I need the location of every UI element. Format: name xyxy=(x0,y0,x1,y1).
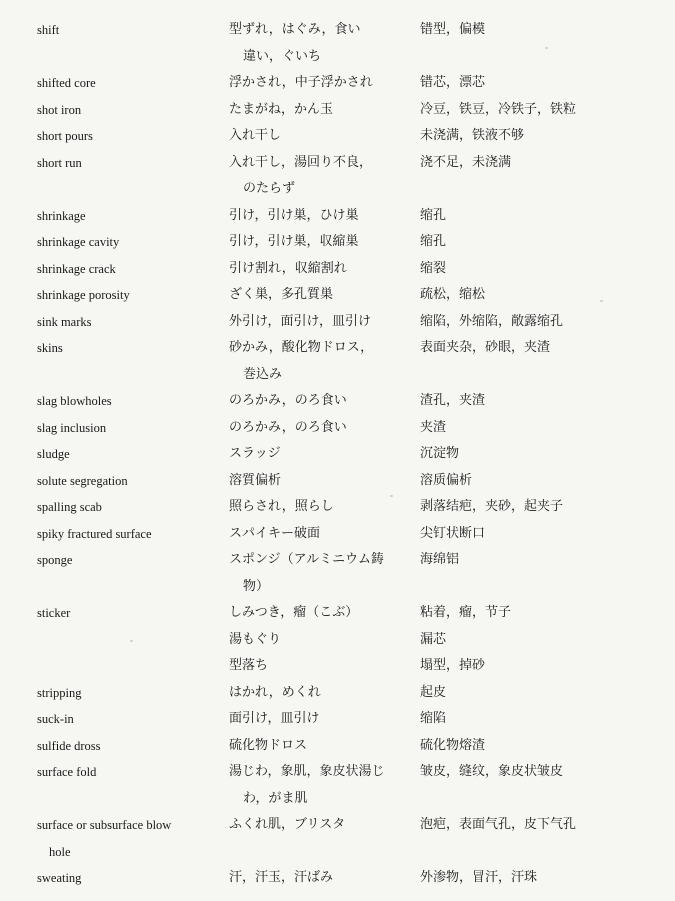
scan-speck xyxy=(130,640,133,642)
english-term-text: sweating xyxy=(37,871,82,885)
japanese-term xyxy=(229,97,394,124)
japanese-term xyxy=(229,733,394,760)
english-term xyxy=(37,865,227,892)
chinese-term: 塌型，掉砂 xyxy=(420,658,486,673)
english-term-text: suck-in xyxy=(37,712,74,726)
english-term-text: spalling scab xyxy=(37,500,102,514)
english-term xyxy=(37,680,227,707)
english-term xyxy=(37,468,227,495)
english-term xyxy=(37,547,227,574)
japanese-term-continuation: のたらず xyxy=(243,181,296,196)
english-term-text: shifted core xyxy=(37,76,96,90)
japanese-term-text: 湯もぐり xyxy=(229,631,282,647)
english-term-text: sticker xyxy=(37,606,71,620)
japanese-term xyxy=(229,865,394,892)
japanese-term-text: 砂かみ，酸化物ドロス， xyxy=(229,340,374,355)
japanese-term-text: 引け割れ，収縮割れ xyxy=(229,260,347,276)
japanese-term-text: しみつき，瘤（こぶ） xyxy=(229,605,359,620)
english-term xyxy=(37,812,227,865)
english-term xyxy=(37,415,227,442)
chinese-term: 缩陷 xyxy=(420,711,447,726)
japanese-term-text: はかれ，めくれ xyxy=(229,684,321,700)
chinese-term: 缩孔 xyxy=(420,234,447,249)
japanese-term-text: スラッジ xyxy=(229,446,281,461)
chinese-term: 沉淀物 xyxy=(420,446,460,461)
english-term xyxy=(37,97,227,124)
japanese-term-continuation: 違い，ぐいち xyxy=(243,48,322,64)
chinese-term: 缩孔 xyxy=(420,207,447,223)
japanese-term xyxy=(229,653,394,680)
english-term-text: shrinkage xyxy=(37,208,86,223)
english-term xyxy=(37,759,227,786)
english-term xyxy=(37,150,227,177)
japanese-term xyxy=(229,282,394,309)
japanese-term xyxy=(229,627,394,654)
chinese-term: 硫化物熔渣 xyxy=(420,737,486,753)
english-term-text: shrinkage porosity xyxy=(37,288,130,302)
japanese-term-text: 溶質偏析 xyxy=(229,472,282,488)
japanese-term-text: 汗，汗玉，汗ばみ xyxy=(229,870,334,885)
chinese-term: 漏芯 xyxy=(420,631,447,647)
japanese-term xyxy=(229,494,394,521)
chinese-term: 错型，偏模 xyxy=(420,22,486,37)
japanese-term xyxy=(229,70,394,97)
japanese-term xyxy=(229,812,394,839)
japanese-term-text: 型ずれ，はぐみ，食い xyxy=(229,22,361,37)
japanese-term-continuation: 巻込み xyxy=(243,366,283,382)
english-term-text: sponge xyxy=(37,553,73,567)
japanese-term xyxy=(229,256,394,283)
japanese-term-text: 浮かされ，中子浮かされ xyxy=(229,75,373,90)
english-term-text: shrinkage crack xyxy=(37,261,116,276)
chinese-term: 海绵铝 xyxy=(420,552,460,567)
scan-speck xyxy=(600,300,603,302)
chinese-term: 尖钉状断口 xyxy=(420,525,486,541)
english-term-text: short run xyxy=(37,155,82,170)
english-term xyxy=(37,733,227,760)
english-term xyxy=(37,123,227,150)
japanese-term xyxy=(229,388,394,415)
english-term-text: surface or subsurface blow xyxy=(37,818,172,832)
japanese-term-text: たまがね，かん玉 xyxy=(229,101,334,117)
japanese-term-text: スパイキー破面 xyxy=(229,525,321,541)
english-term-text: surface fold xyxy=(37,765,97,779)
japanese-term xyxy=(229,600,394,627)
chinese-term: 缩裂 xyxy=(420,260,447,276)
english-term-text: slag blowholes xyxy=(37,394,112,408)
english-term-text: shot iron xyxy=(37,102,82,117)
english-term-text: sludge xyxy=(37,447,70,461)
english-term xyxy=(37,600,227,627)
japanese-term xyxy=(229,309,394,336)
japanese-term-text: のろかみ，のろ食い xyxy=(229,419,347,435)
chinese-term: 冷豆，铁豆，冷铁子，铁粒 xyxy=(420,101,577,117)
japanese-term xyxy=(229,335,394,388)
chinese-term: 缩陷，外缩陷，敞露缩孔 xyxy=(420,313,564,329)
english-term-text: solute segregation xyxy=(37,473,128,488)
japanese-term xyxy=(229,521,394,548)
english-term-text: slag inclusion xyxy=(37,420,107,435)
japanese-term-text: 引け，引け巣，収縮巣 xyxy=(229,234,359,249)
japanese-term xyxy=(229,680,394,707)
chinese-term: 未浇满，铁液不够 xyxy=(420,128,525,143)
japanese-term-text: 面引け，皿引け xyxy=(229,711,320,726)
english-term xyxy=(37,309,227,336)
english-term xyxy=(37,388,227,415)
english-term xyxy=(37,17,227,44)
english-term-text: stripping xyxy=(37,685,82,700)
english-term xyxy=(37,282,227,309)
japanese-term xyxy=(229,759,394,812)
japanese-term xyxy=(229,203,394,230)
japanese-term-text: 外引け，面引け，皿引け xyxy=(229,313,371,329)
japanese-term xyxy=(229,123,394,150)
english-term-text: short pours xyxy=(37,129,93,143)
japanese-term xyxy=(229,441,394,468)
chinese-term: 渣孔，夹渣 xyxy=(420,393,486,408)
japanese-term-text: ふくれ肌，ブリスタ xyxy=(229,817,346,832)
japanese-term-continuation: わ，がま肌 xyxy=(243,790,308,806)
japanese-term-text: のろかみ，のろ食い xyxy=(229,393,347,408)
english-term xyxy=(37,521,227,548)
japanese-term-text: ざく巣，多孔質巣 xyxy=(229,287,334,302)
japanese-term-text: 入れ干し xyxy=(229,128,282,143)
english-term xyxy=(37,256,227,283)
chinese-term: 浇不足，未浇满 xyxy=(420,154,512,170)
english-term-text: shift xyxy=(37,23,60,37)
japanese-term xyxy=(229,229,394,256)
scan-speck xyxy=(545,47,548,49)
japanese-term-text: 湯じわ，象肌，象皮状湯じ xyxy=(229,764,385,779)
english-term-text: sink marks xyxy=(37,314,92,329)
english-term-text: sulfide dross xyxy=(37,738,101,753)
japanese-term-text: スポンジ（アルミニウム鋳 xyxy=(229,552,385,567)
chinese-term: 错芯，漂芯 xyxy=(420,75,486,90)
chinese-term: 疏松，缩松 xyxy=(420,287,486,302)
japanese-term-text: 型落ち xyxy=(229,658,269,673)
chinese-term: 泡疤，表面气孔，皮下气孔 xyxy=(420,817,577,832)
chinese-term: 夹渣 xyxy=(420,419,447,435)
japanese-term-continuation: 物） xyxy=(243,578,270,594)
japanese-term-text: 照らされ，照らし xyxy=(229,499,334,514)
japanese-term-text: 入れ干し，湯回り不良， xyxy=(229,154,373,170)
chinese-term: 粘着，瘤，节子 xyxy=(420,605,512,620)
japanese-term xyxy=(229,17,394,70)
japanese-term xyxy=(229,150,394,203)
chinese-term: 表面夹杂，砂眼，夹渣 xyxy=(420,340,551,355)
chinese-term: 外渗物，冒汗，汗珠 xyxy=(420,870,538,885)
english-term-text: shrinkage cavity xyxy=(37,235,120,249)
english-term xyxy=(37,441,227,468)
japanese-term-text: 引け，引け巣，ひけ巣 xyxy=(229,207,359,223)
scan-speck xyxy=(390,495,393,497)
chinese-term: 皱皮，缝纹，象皮状皱皮 xyxy=(420,764,564,779)
japanese-term xyxy=(229,468,394,495)
japanese-term xyxy=(229,415,394,442)
english-term xyxy=(37,203,227,230)
chinese-term: 起皮 xyxy=(420,684,447,700)
english-term-text: spiky fractured surface xyxy=(37,526,152,541)
english-term xyxy=(37,229,227,256)
chinese-term: 溶质偏析 xyxy=(420,472,473,488)
japanese-term xyxy=(229,547,394,600)
chinese-term: 剥落结疤，夹砂，起夹子 xyxy=(420,499,564,514)
english-term xyxy=(37,494,227,521)
english-term xyxy=(37,706,227,733)
japanese-term xyxy=(229,706,394,733)
english-term xyxy=(37,70,227,97)
english-term-continuation: hole xyxy=(49,844,71,859)
english-term xyxy=(37,335,227,362)
japanese-term-text: 硫化物ドロス xyxy=(229,737,308,753)
english-term-text: skins xyxy=(37,341,63,355)
